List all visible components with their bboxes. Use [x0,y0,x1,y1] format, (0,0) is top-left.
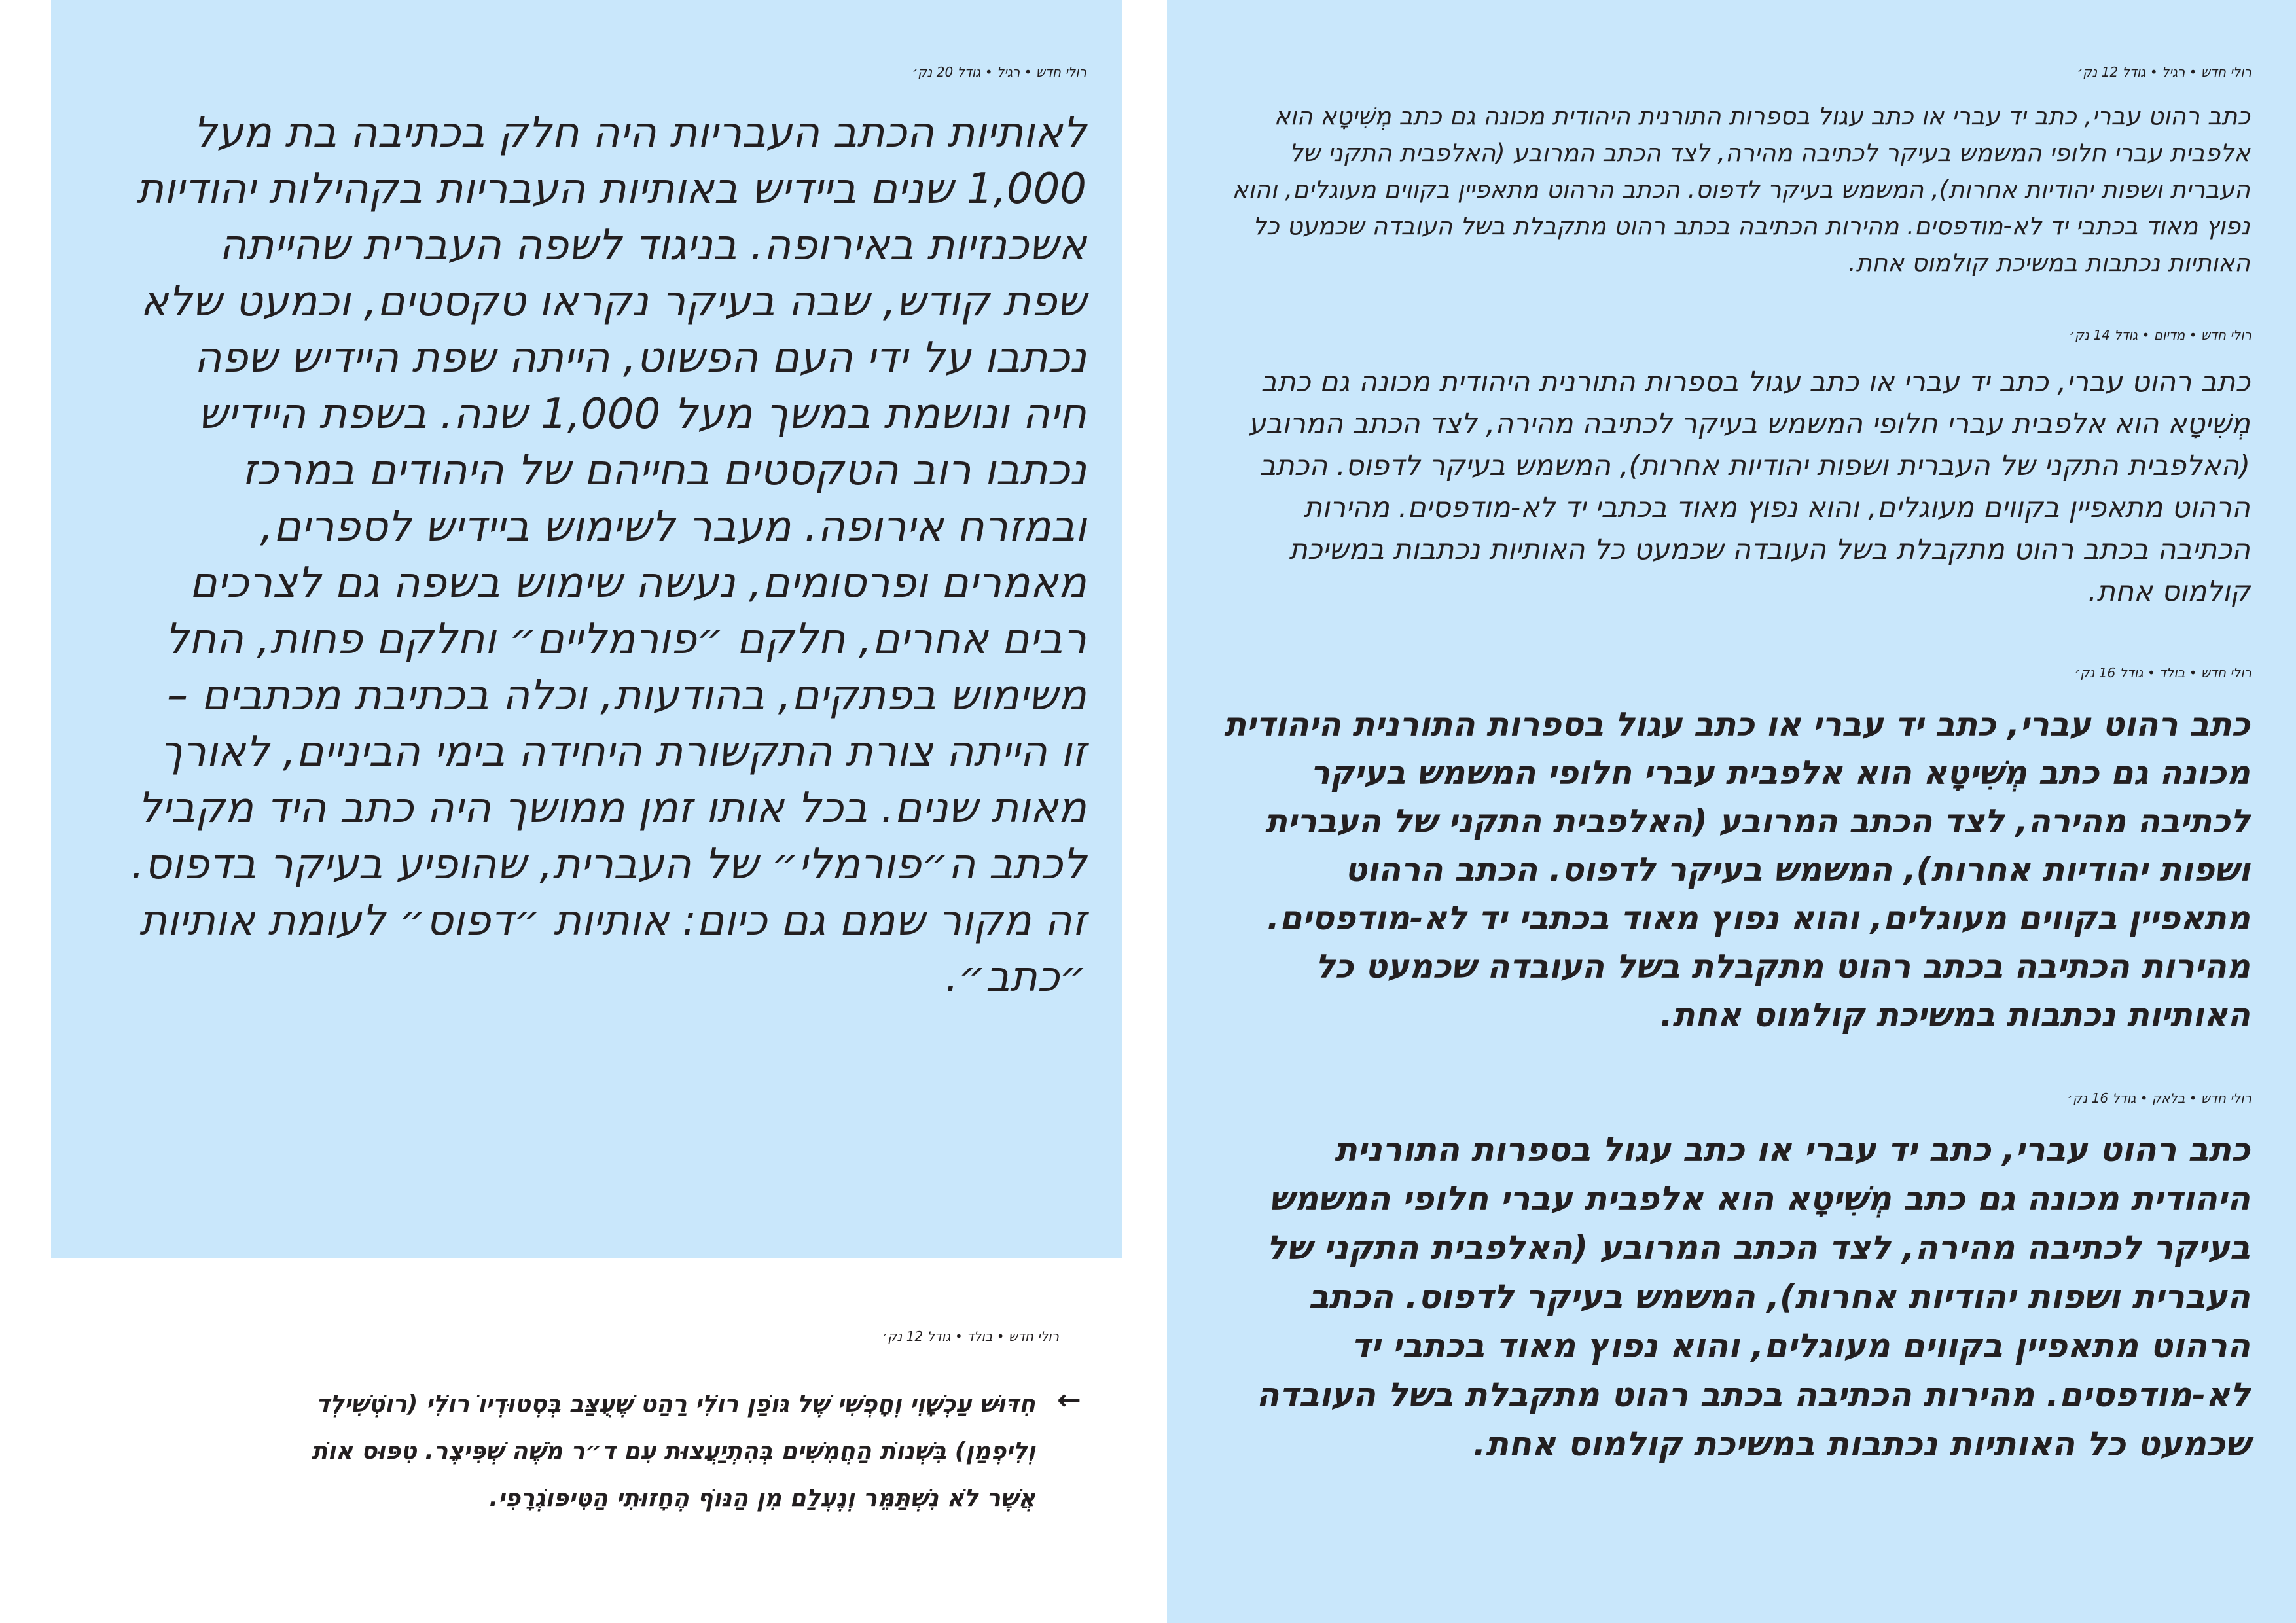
spec-label-bold-16: רולי חדש • בולד • גודל 16 נק׳ [2074,665,2251,681]
sample-block-medium-14: כתב רהוט עברי, כתב יד עברי או כתב עגול בספרות התורנית היהודית מכונה גם כתב מְשִׁיטָא הוא אלפבית עברי חלופי המשמש בעיקר לכתיבה מהירה, לצד הכתב המרובע (האלפבית התקני של העברית ושפות יהודיות אחרות), המשמש בעיקר לדפוס. הכתב הרהוט מתאפיין בקווים מעוגלים, והוא נפוץ מאוד בכתבי יד לא-מודפסים. מהירות הכתיבה בכתב רהוט מתקבלת בשל העובדה שכמעט כל האותיות נכתבות במשיכת קולמוס אחת. [1248,366,2250,608]
main-paragraph-regular-20: לאותיות הכתב העבריות היה חלק בכתיבה בת מעל 1,000 שנים ביידיש באותיות העבריות בקהילות יהודיות אשכנזיות באירופה. בניגוד לשפה העברית שהייתה שפת קודש, שבה בעיקר נקראו טקסטים, וכמעט שלא נכתבו על ידי העם הפשוט, הייתה שפת היידיש שפה חיה ונושמת במשך מעל 1,000 שנה. בשפת היידיש נכתבו רוב הטקסטים בחייהם של היהודים במרכז ובמזרח אירופה. מעבר לשימוש ביידיש לספרים, מאמרים ופרסומים, נעשה שימוש בשפה גם לצרכים רבים אחרים, חלקם ״פורמליים״ וחלקם פחות, החל משימוש בפתקים, בהודעות, וכלה בכתיבת מכתבים – זו הייתה צורת התקשורת היחידה בימי הביניים, לאורך מאות שנים. בכל אותו זמן ממושך היה כתב היד מקביל לכתב ה״פורמלי״ של העברית, שהופיע בעיקר בדפוס. זה מקור שמם גם כיום: אותיות ״דפוס״ לעומת אותיות ״כתב״. [131,109,1086,1001]
arrow-left-icon: ← [1057,1383,1081,1417]
spec-label-medium-14: רולי חדש • מדיום • גודל 14 נק׳ [2069,327,2251,343]
credit-note [262,1381,1080,1522]
sample-block-black-16: כתב רהוט עברי, כתב יד עברי או כתב עגול בספרות התורנית היהודית מכונה גם כתב מְשִׁיטָא הוא אלפבית עברי חלופי המשמש בעיקר לכתיבה מהירה, לצד הכתב המרובע (האלפבית התקני של העברית ושפות יהודיות אחרות), המשמש בעיקר לדפוס. הכתב הרהוט מתאפיין בקווים מעוגלים, והוא נפוץ מאוד בכתבי יד לא-מודפסים. מהירות הכתיבה בכתב רהוט מתקבלת בשל העובדה שכמעט כל האותיות נכתבות במשיכת קולמוס אחת. [1256,1131,2250,1464]
spec-label-bold-12: רולי חדש • בולד • גודל 12 נק׳ [882,1329,1059,1344]
sample-block-regular-12: כתב רהוט עברי, כתב יד עברי או כתב עגול בספרות התורנית היהודית מכונה גם כתב מְשִׁיטָא הוא אלפבית עברי חלופי המשמש בעיקר לכתיבה מהירה, לצד הכתב המרובע (האלפבית התקני של העברית ושפות יהודיות אחרות), המשמש בעיקר לדפוס. הכתב הרהוט מתאפיין בקווים מעוגלים, והוא נפוץ מאוד בכתבי יד לא-מודפסים. מהירות הכתיבה בכתב רהוט מתקבלת בשל העובדה שכמעט כל האותיות נכתבות במשיכת קולמוס אחת. [1232,102,2250,277]
sample-block-bold-16: כתב רהוט עברי, כתב יד עברי או כתב עגול בספרות התורנית היהודית מכונה גם כתב מְשִׁיטָא הוא אלפבית עברי חלופי המשמש בעיקר לכתיבה מהירה, לצד הכתב המרובע (האלפבית התקני של העברית ושפות יהודיות אחרות), המשמש בעיקר לדפוס. הכתב הרהוט מתאפיין בקווים מעוגלים, והוא נפוץ מאוד בכתבי יד לא-מודפסים. מהירות הכתיבה בכתב רהוט מתקבלת בשל העובדה שכמעט כל האותיות נכתבות במשיכת קולמוס אחת. [1224,705,2250,1034]
spec-label-black-16: רולי חדש • בלאק • גודל 16 נק׳ [2067,1090,2251,1106]
credit-note-text: חִדּוּשׁ עַכְשָׁוִי וְחָפְשִׁי שֶׁל גּוֹפַן רוֹלִי רַהַט שֶׁעֻצַּב בְּסְטוּדְיוֹ רוֹלִי (רוֹטְשִׁילְד וְלִיפְמַן) בִּשְׁנוֹת הַחֲמִשִּׁים בְּהִתְיַעֲצוּת עִם ד״ר מֹשֶׁה שְׁפִּיצֶר. טִפּוּס אוֹת אֲשֶׁר לֹא נִשְׁתַּמֵּר וְנֶעְלַם מִן הַנּוֹף הֶחָזוּתִי הַטִּיפּוֹגְרָפִי. [312,1391,1035,1512]
spec-label-regular-12: רולי חדש • רגיל • גודל 12 נק׳ [2077,64,2251,80]
spec-label-regular-20: רולי חדש • רגיל • גודל 20 נק׳ [912,64,1086,80]
